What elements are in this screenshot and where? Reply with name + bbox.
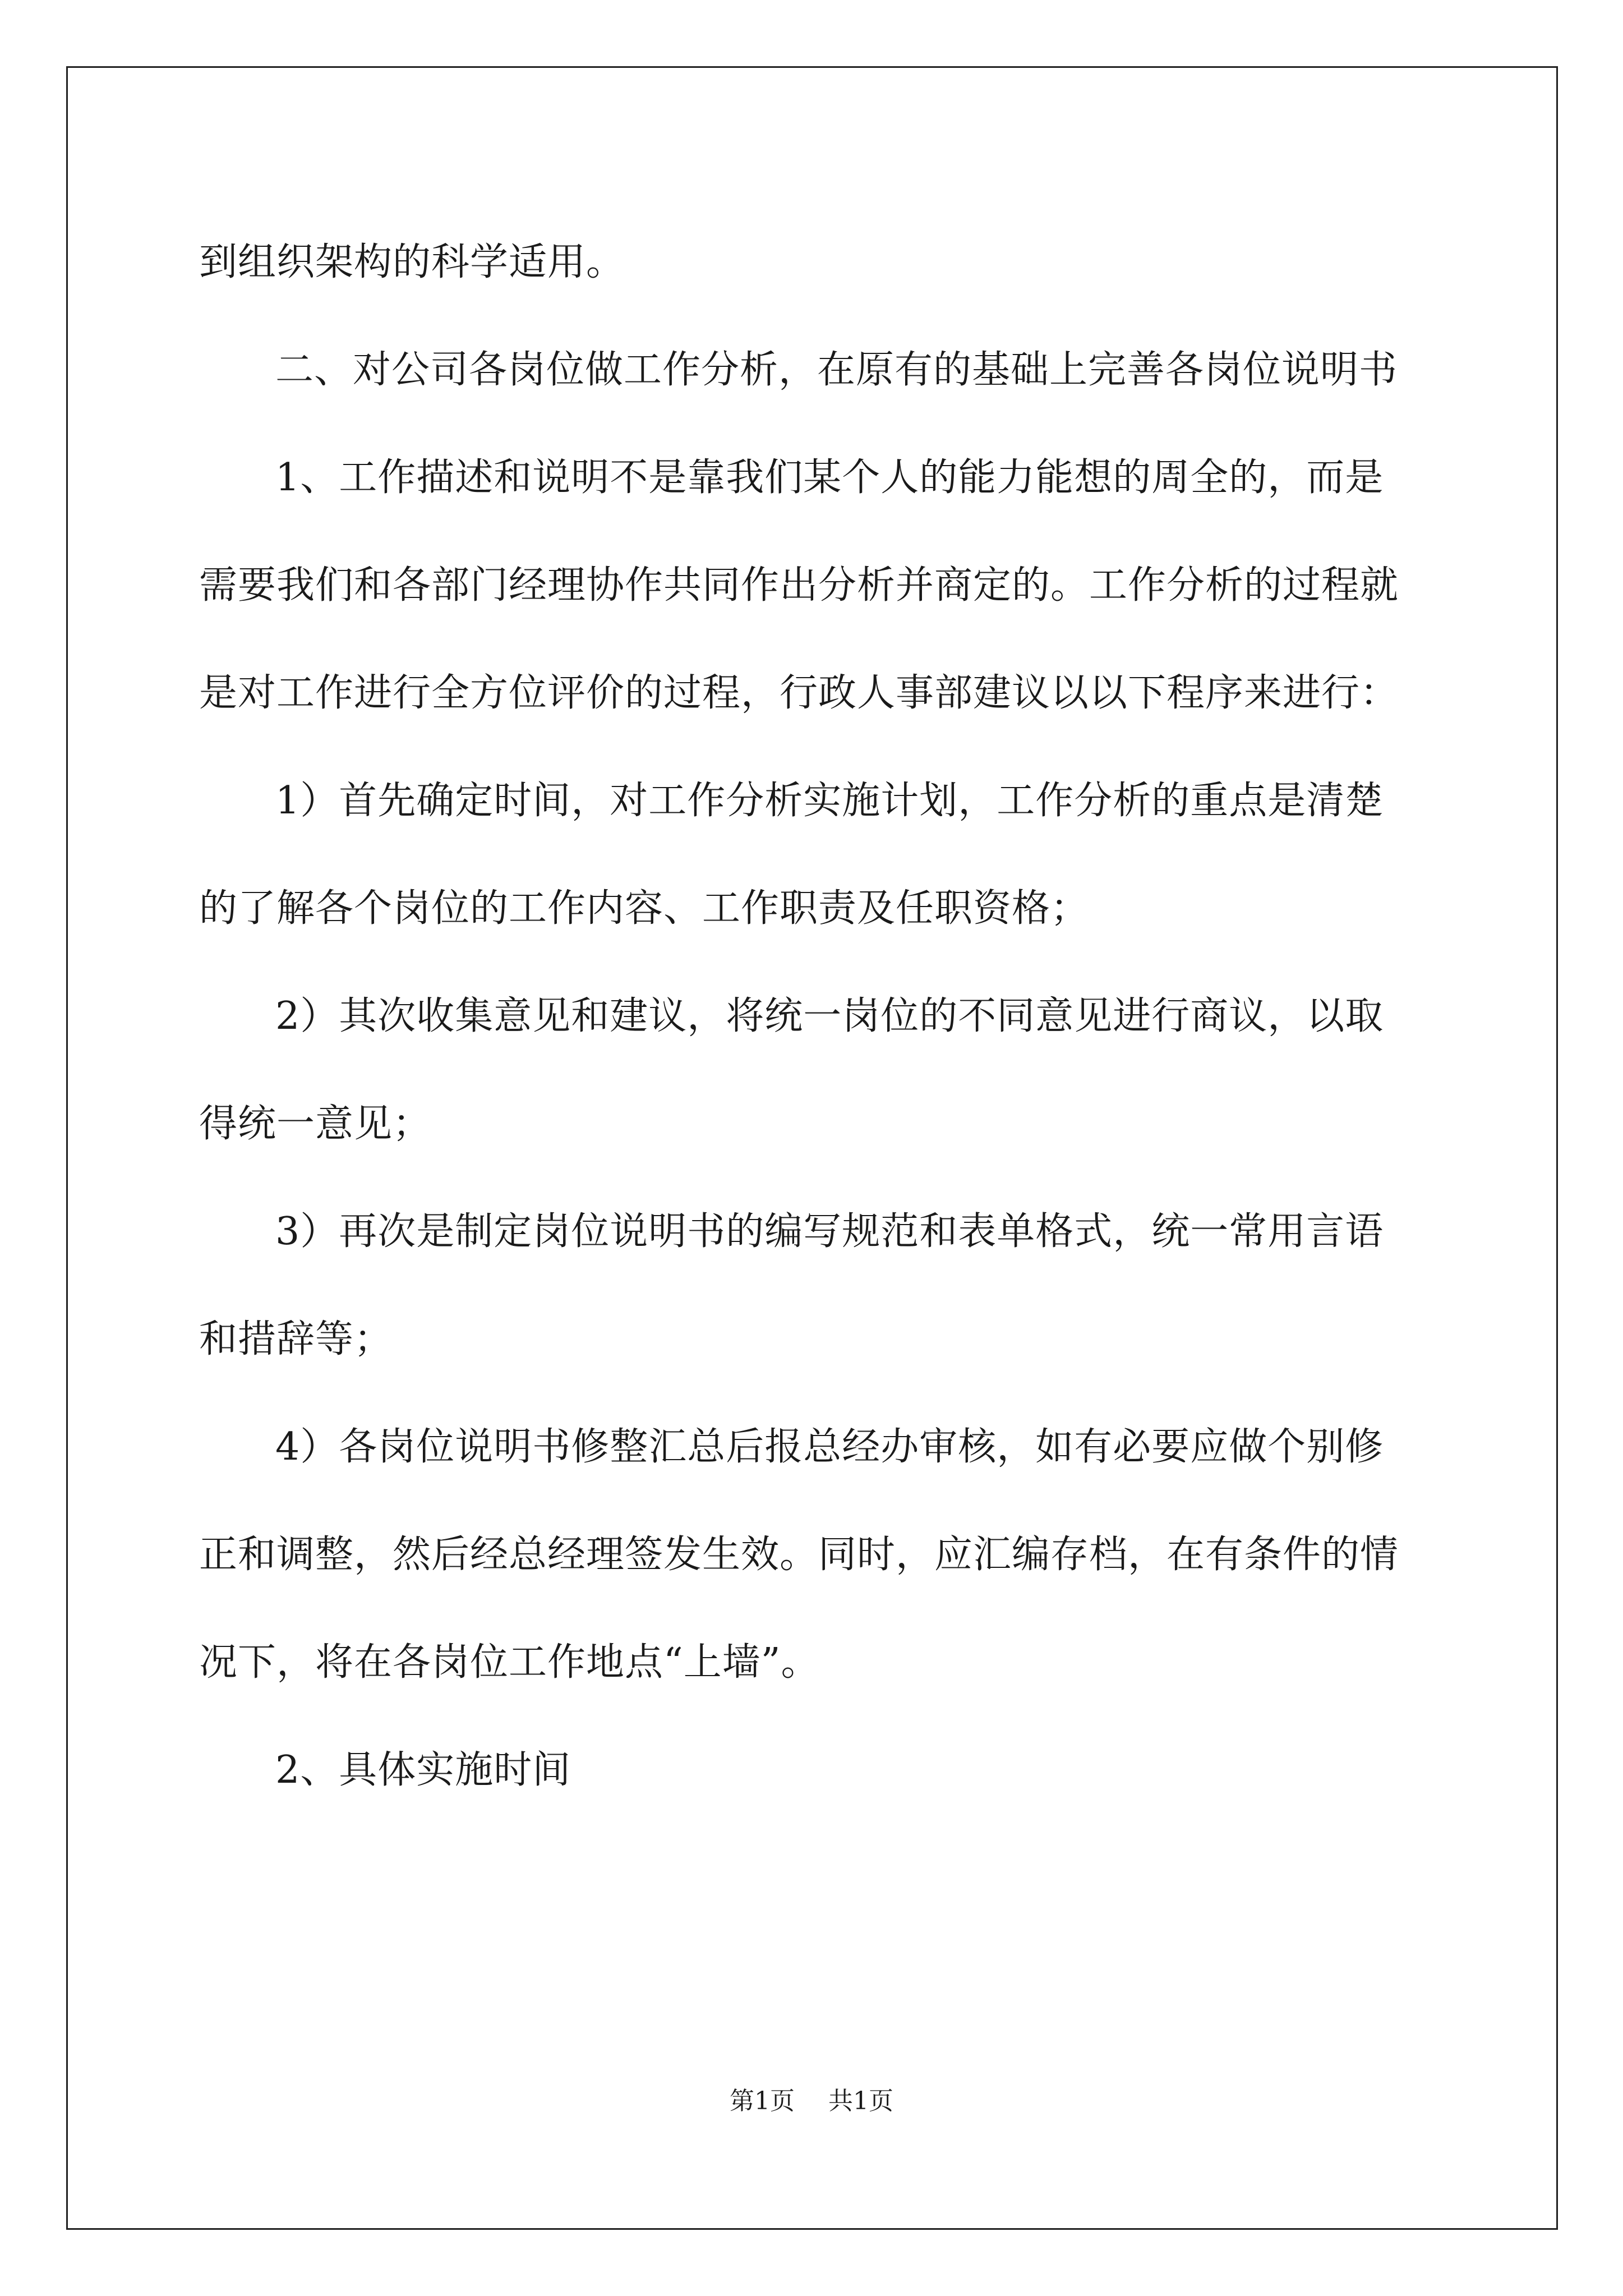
- paragraph-item-1: 1、工作描述和说明不是靠我们某个人的能力能想的周全的，而是需要我们和各部门经理协作共同作出分析并商定的。工作分析的过程就是对工作进行全方位评价的过程，行政人事部建议以以下程序来进行：: [199, 455, 1399, 715]
- paragraph-step-3: 3）再次是制定岗位说明书的编写规范和表单格式，统一常用言语和措辞等；: [199, 1209, 1384, 1361]
- page-footer: [0, 2085, 1623, 2118]
- document-body: [199, 209, 1422, 1824]
- paragraph-step-2: 2）其次收集意见和建议，将统一岗位的不同意见进行商议，以取得统一意见；: [199, 994, 1384, 1146]
- page-number: 第1页: [730, 2087, 795, 2115]
- total-pages: 共1页: [828, 2087, 893, 2115]
- paragraph-continuation: 到组织架构的科学适用。: [199, 240, 625, 284]
- paragraph-section-heading: 二、对公司各岗位做工作分析，在原有的基础上完善各岗位说明书: [275, 348, 1398, 392]
- paragraph-step-4: 4）各岗位说明书修整汇总后报总经办审核，如有必要应做个别修正和调整，然后经总经理签发生效。同时，应汇编存档，在有条件的情况下，将在各岗位工作地点“上墙”。: [199, 1425, 1399, 1685]
- paragraph-step-1: 1）首先确定时间，对工作分析实施计划，工作分析的重点是清楚的了解各个岗位的工作内容、工作职责及任职资格；: [199, 779, 1384, 931]
- paragraph-item-2: 2、具体实施时间: [275, 1748, 571, 1792]
